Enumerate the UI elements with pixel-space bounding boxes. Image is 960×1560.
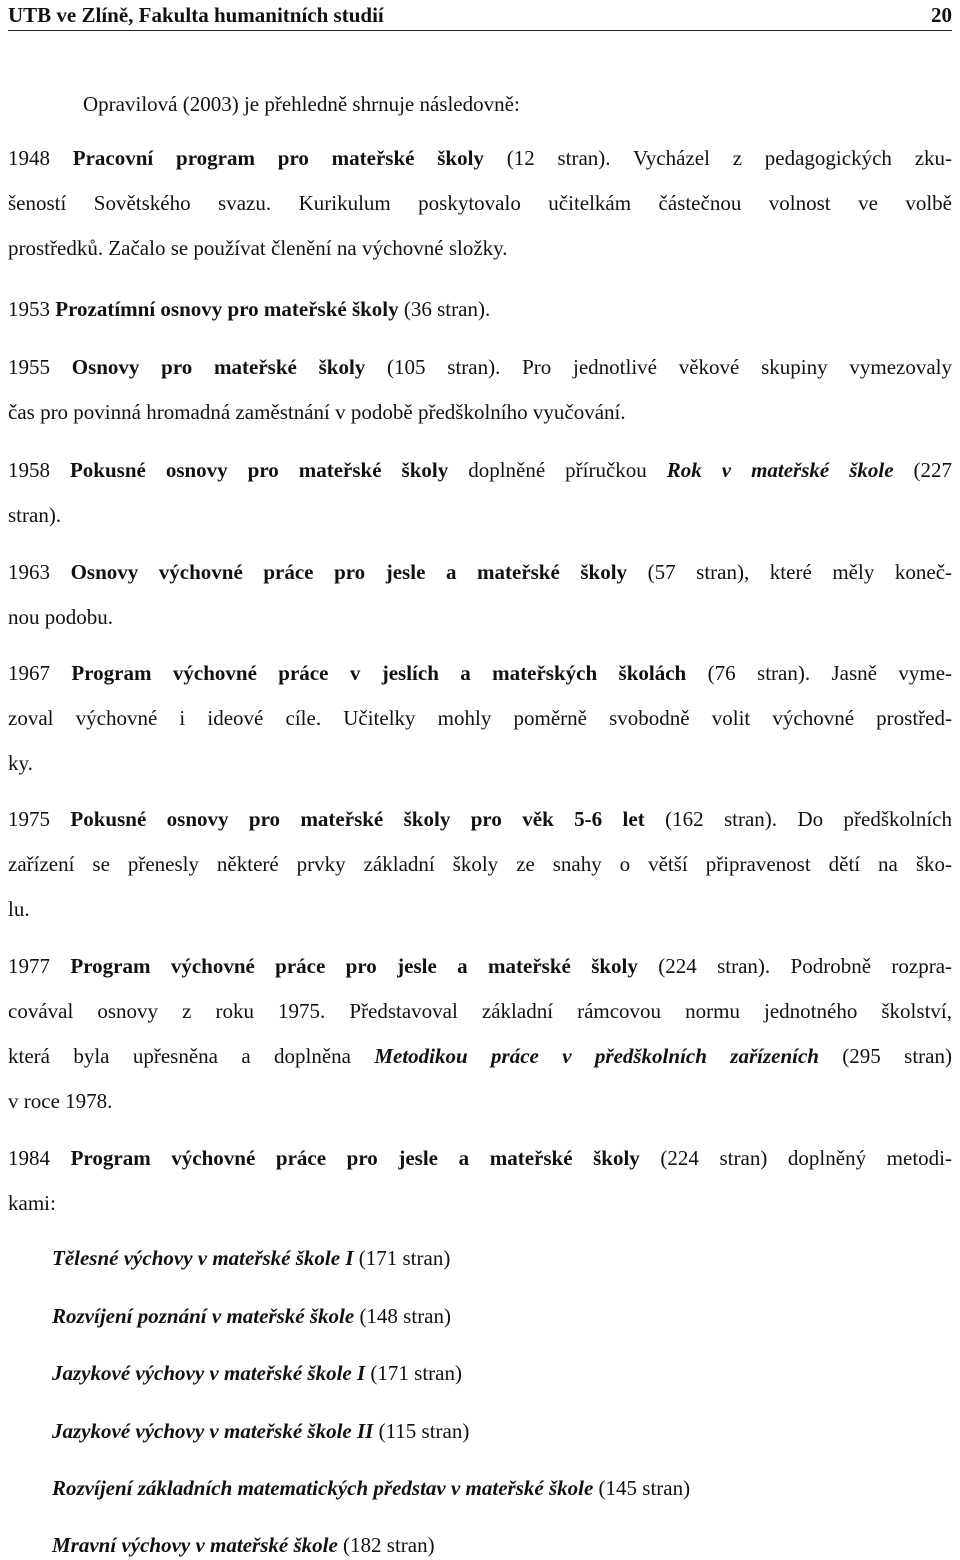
entry-line [8,741,952,786]
document-title-bold: Program výchovné práce pro jesle a mateřské školy [70,954,638,978]
curriculum-entry [8,797,952,932]
document-title-bold: Program výchovné práce v jeslích a mateřských školách [71,661,687,685]
methodics-item [52,1243,952,1273]
entry-text: (227 [893,458,953,482]
entry-line [8,651,952,696]
publication-title-italic: Metodikou práce v předškolních zařízeních [374,1044,819,1068]
curriculum-entry [8,448,952,538]
entry-text: (57 stran), které měly koneč- [627,560,953,584]
entry-text: (76 stran). Jasně vyme- [686,661,953,685]
entry-line [8,287,952,332]
curriculum-entry [8,944,952,1124]
entry-line [8,181,952,226]
entry-text: stran). [8,503,62,527]
entry-line [8,696,952,741]
intro-text: Opravilová (2003) je přehledně shrnuje následovně: [83,92,520,116]
entry-line [8,136,952,181]
document-title-bold: Pokusné osnovy pro mateřské školy [69,458,449,482]
entry-line [8,493,952,538]
entry-line [8,1136,952,1181]
entry-line [8,226,952,271]
entry-text: (162 stran). Do předškolních [644,807,952,831]
methodics-item [52,1301,952,1331]
entry-line [8,797,952,842]
methodics-pages: (171 stran) [365,1361,462,1385]
methodics-title: Rozvíjení základních matematických představ v mateřské škole [52,1476,594,1500]
entry-text: 1977 [8,954,71,978]
publication-title-italic: Rok v mateřské škole [666,458,894,482]
entry-text: která byla upřesněna a doplněna [8,1044,375,1068]
curriculum-entry [8,287,952,332]
entry-text: 1948 [8,146,73,170]
methodics-item [52,1530,952,1560]
entry-text: 1975 [8,807,71,831]
entry-text: prostředků. Začalo se používat členění na výchovné složky. [8,236,508,260]
entry-line [8,887,952,932]
methodics-title: Jazykové výchovy v mateřské škole I [52,1361,366,1385]
entry-line [8,944,952,989]
entry-line [8,989,952,1034]
entry-text: covával osnovy z roku 1975. Představoval základní rámcovou normu jednotného školství, [8,999,952,1023]
methodics-pages: (148 stran) [354,1304,451,1328]
entry-text: 1963 [8,560,71,584]
entry-text: ky. [8,751,33,775]
document-title-bold: Pracovní program pro mateřské školy [72,146,484,170]
intro-paragraph [8,82,952,127]
entry-text: (224 stran). Podrobně rozpra- [637,954,953,978]
entry-text: kami: [8,1191,56,1215]
entry-text: 1984 [8,1146,71,1170]
entry-text: 1953 [8,297,56,321]
entry-text: v roce 1978. [8,1089,113,1113]
entry-text: (224 stran) doplněný metodi- [639,1146,953,1170]
methodics-item [52,1416,952,1446]
entry-text: 1967 [8,661,72,685]
methodics-item [52,1473,952,1503]
curriculum-entry [8,550,952,640]
page-header [8,0,952,31]
entry-line [8,550,952,595]
document-title-bold: Prozatímní osnovy pro mateřské školy [55,297,399,321]
entry-text: lu. [8,897,30,921]
entry-line [8,390,952,435]
methodics-title: Tělesné výchovy v mateřské škole I [52,1246,354,1270]
methodics-title: Mravní výchovy v mateřské škole [52,1533,338,1557]
document-title-bold: Program výchovné práce pro jesle a mateřské školy [70,1146,640,1170]
methodics-title: Rozvíjení poznání v mateřské škole [52,1304,355,1328]
entry-text: čas pro povinná hromadná zaměstnání v podobě předškolního vyučování. [8,400,626,424]
entry-text: 1958 [8,458,70,482]
entry-line [8,842,952,887]
curriculum-entry [8,345,952,435]
entry-line [8,595,952,640]
entry-line [8,1079,952,1124]
entry-text: (12 stran). Vycházel z pedagogických zku- [483,146,953,170]
curriculum-entry [8,136,952,271]
entry-line [8,345,952,390]
methodics-title: Jazykové výchovy v mateřské škole II [52,1419,374,1443]
entry-text: doplněné příručkou [448,458,667,482]
document-title: UTB ve Zlíně, Fakulta humanitních studií [8,3,384,27]
methodics-pages: (115 stran) [373,1419,470,1443]
entry-line [8,1181,952,1226]
document-title-bold: Osnovy pro mateřské školy [71,355,366,379]
entry-text: (36 stran). [398,297,491,321]
methodics-item [52,1358,952,1388]
methodics-pages: (145 stran) [593,1476,691,1500]
entry-text: šeností Sovětského svazu. Kurikulum poskytovalo učitelkám částečnou volnost ve volbě [8,191,952,215]
curriculum-entry [8,1136,952,1226]
document-title-bold: Pokusné osnovy pro mateřské školy pro věk 5-6 let [70,807,645,831]
entry-text: (105 stran). Pro jednotlivé věkové skupiny vymezovaly [365,355,952,379]
curriculum-entry [8,651,952,786]
document-title-bold: Osnovy výchovné práce pro jesle a mateřské školy [70,560,628,584]
methodics-pages: (171 stran) [353,1246,451,1270]
entry-text: nou podobu. [8,605,113,629]
entry-text: 1955 [8,355,72,379]
entry-text: zoval výchovné i ideové cíle. Učitelky mohly poměrně svobodně volit výchovné prostřed- [8,706,952,730]
entry-line [8,1034,952,1079]
entry-text: (295 stran) [818,1044,952,1068]
entry-text: zařízení se přenesly některé prvky základní školy ze snahy o větší připravenost dětí na ško- [8,852,952,876]
page-number: 20 [931,3,952,27]
methodics-pages: (182 stran) [337,1533,435,1557]
entry-line [8,448,952,493]
